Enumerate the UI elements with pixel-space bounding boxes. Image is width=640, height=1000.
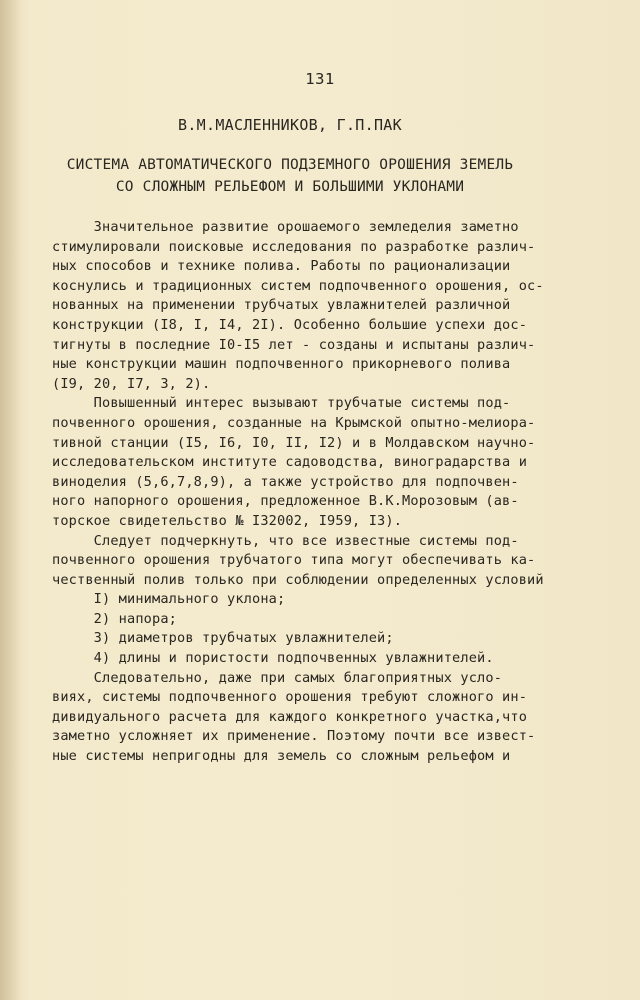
body-line: почвенного орошения трубчатого типа могут обеспечивать ка- [52,552,536,569]
body-line: ных способов и технике полива. Работы по рационализации [52,258,511,275]
body-line: конструкции (I8, I, I4, 2I). Особенно большие успехи дос- [52,316,528,333]
body-line: почвенного орошения, созданные на Крымской опытно-мелиора- [52,414,536,431]
list-item: 2) напора; [52,610,178,627]
article-title [0,154,580,198]
spine-shadow [0,0,22,1000]
authors: В.М.МАСЛЕННИКОВ, Г.П.ПАК [178,116,402,134]
body-line: ного напорного орошения, предложенное В.К.Морозовым (ав- [52,493,519,510]
list-item: 3) диаметров трубчатых увлажнителей; [52,630,394,647]
list-item: 4) длины и пористости подпочвенных увлажнителей. [52,650,494,667]
body-line: виноделия (5,6,7,8,9), а также устройство для подпочвен- [52,473,519,490]
body-line: заметно усложняет их применение. Поэтому почти все извест- [52,728,536,745]
title-line: СИСТЕМА АВТОМАТИЧЕСКОГО ПОДЗЕМНОГО ОРОШЕНИЯ ЗЕМЕЛЬ [66,157,514,173]
body-line: исследовательском институте садоводства, виноградарства и [52,454,528,471]
body-line: чественный полив только при соблюдении определенных условий [52,571,544,588]
title-line: СО СЛОЖНЫМ РЕЛЬЕФОМ И БОЛЬШИМИ УКЛОНАМИ [115,179,465,195]
body-line: Следовательно, даже при самых благоприятных усло- [52,669,503,686]
body-line: тигнуты в последние I0-I5 лет - созданы и испытаны различ- [52,336,536,353]
body-line: Значительное развитие орошаемого земледелия заметно [52,219,519,235]
body-line: ные системы непригодны для земель со сложным рельефом и [52,748,511,765]
body-line: коснулись и традиционных систем подпочвенного орошения, ос- [52,277,544,294]
body-text [52,218,552,767]
body-line: Повышенный интерес вызывают трубчатые системы под- [52,395,511,412]
page-number: 131 [305,70,335,88]
body-line: Следует подчеркнуть, что все известные системы под- [52,532,519,549]
body-line: (I9, 20, I7, 3, 2). [52,375,211,392]
body-line: виях, системы подпочвенного орошения требуют сложного ин- [52,689,528,706]
body-line: тивной станции (I5, I6, I0, II, I2) и в Молдавском научно- [52,434,536,451]
body-line: стимулировали поисковые исследования по разработке различ- [52,238,536,255]
list-item: I) минимального уклона; [52,591,286,608]
body-line: нованных на применении трубчатых увлажнителей различной [52,297,511,314]
body-line: дивидуального расчета для каждого конкретного участка,что [52,708,528,725]
body-line: ные конструкции машин подпочвенного прикорневого полива [52,356,511,373]
body-line: торское свидетельство № I32002, I959, I3). [52,512,403,529]
